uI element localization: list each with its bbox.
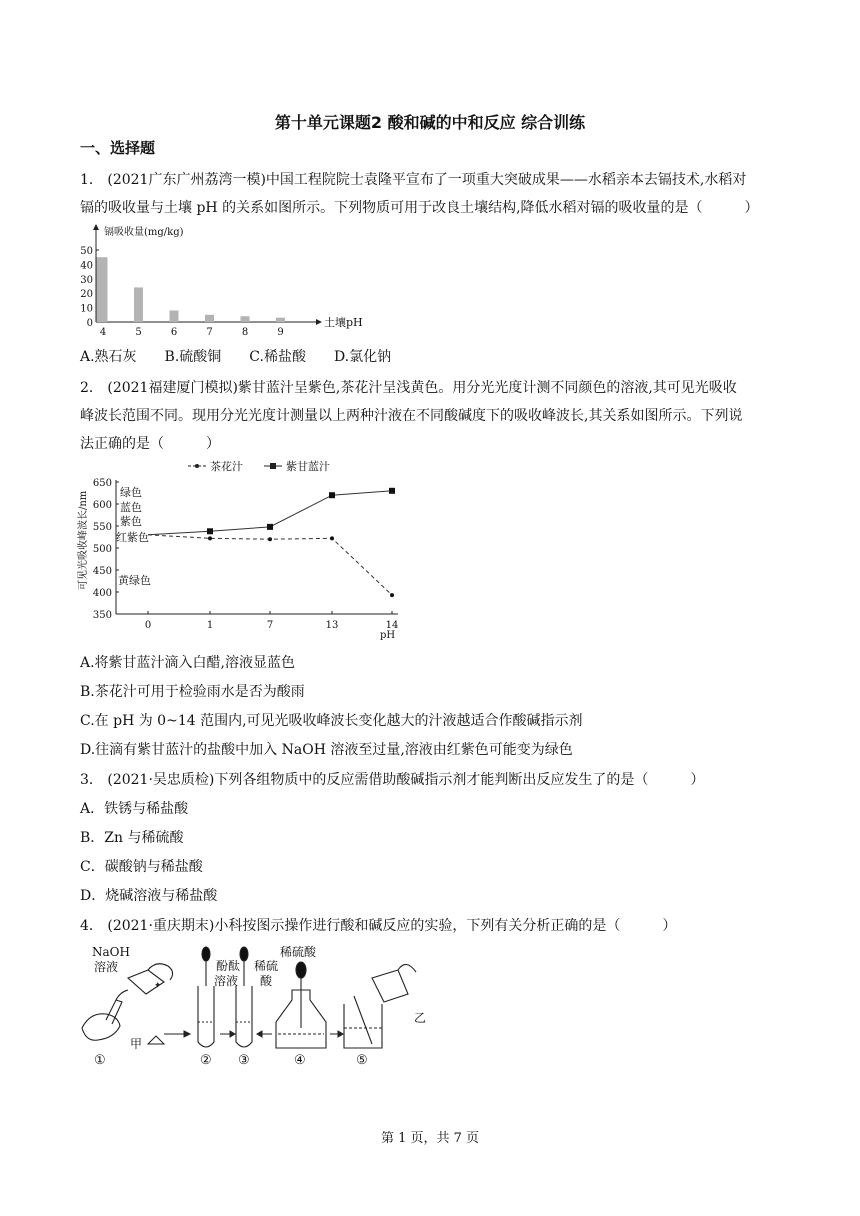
label-yi: 乙: [414, 1011, 427, 1025]
bar: [97, 257, 108, 322]
point-tea-flower: [208, 536, 212, 540]
legend-label-1: 茶花汁: [210, 460, 243, 473]
y-tick-label: 600: [92, 500, 112, 511]
experiment-diagram: [76, 942, 436, 1072]
point-tea-flower: [390, 593, 394, 597]
wavelength-line-chart: [76, 458, 416, 644]
section-heading: 一、选择题: [80, 139, 156, 157]
legend-marker-2: [270, 463, 276, 469]
label-jia: 甲: [130, 1037, 143, 1051]
x-tick-label: 6: [170, 327, 178, 338]
y-axis-label: 可见光吸收峰波长/nm: [78, 490, 89, 590]
y-tick-label: 550: [92, 522, 112, 533]
q2-line2: 峰波长范围不同。现用分光光度计测量以上两种汁液在不同酸碱度下的吸收峰波长,其关系如图所示。下列说: [80, 408, 743, 424]
y-tick-label: 30: [80, 274, 93, 286]
y-tick-label: 350: [92, 610, 112, 621]
bar: [170, 310, 179, 322]
x-axis-arrow: [316, 319, 322, 325]
q2-option-c: C.在 pH 为 0~14 范围内,可见光吸收峰波长变化越大的汁液越适合作酸碱指示剂: [80, 713, 583, 729]
q3-option-b: B．Zn 与稀硫酸: [80, 830, 184, 846]
color-band-label: 蓝色: [120, 501, 142, 514]
y-axis-arrow: [93, 224, 99, 230]
x-tick-label: 5: [135, 327, 142, 338]
beaker-icon: [344, 1004, 382, 1048]
bar: [205, 315, 214, 322]
x-axis-label: 土壤pH: [324, 316, 363, 329]
step-3-label: ③: [238, 1053, 250, 1068]
legend-label-2: 紫甘蓝汁: [286, 460, 330, 473]
y-tick-label: 650: [92, 478, 112, 489]
point-cabbage: [389, 488, 395, 494]
x-tick-label: 7: [206, 327, 213, 338]
y-tick-label: 400: [92, 588, 112, 599]
y-tick-label: 0: [86, 318, 93, 329]
q2-line3: 法正确的是（ ）: [80, 436, 220, 452]
q1-line2: 镉的吸收量与土壤 pH 的关系如图所示。下列物质可用于改良土壤结构,降低水稻对镉的吸收量的是（ ）: [80, 200, 759, 216]
q1-line1: 1． (2021广东广州荔湾一模)中国工程院院士袁隆平宣布了一项重大突破成果——水稻亲本去镉技术,水稻对: [80, 172, 747, 188]
page-title: 第十单元课题2 酸和碱的中和反应 综合训练: [274, 113, 586, 132]
label-naoh: NaOH: [92, 945, 130, 959]
y-tick-label: 40: [80, 260, 93, 272]
x-tick-label: 9: [277, 327, 284, 338]
color-band-label: 绿色: [120, 486, 142, 499]
step-1-label: ①: [94, 1053, 106, 1068]
pouring-beaker-icon: [372, 970, 408, 1002]
svg-text:✦: ✦: [154, 981, 162, 991]
y-tick-label: 500: [92, 544, 112, 555]
q3-option-d: D．烧碱溶液与稀盐酸: [80, 888, 218, 904]
step-5-label: ⑤: [356, 1053, 368, 1068]
test-tube-icon: [198, 986, 214, 1047]
label-solution: 溶液: [94, 960, 119, 974]
y-tick-label: 50: [80, 246, 93, 257]
label-phenol-2: 溶液: [214, 974, 239, 988]
q2-option-b: B.茶花汁可用于检验雨水是否为酸雨: [80, 684, 305, 700]
q3-option-a: A．铁锈与稀盐酸: [80, 801, 189, 817]
dropper-bulb-icon: [240, 947, 248, 961]
test-tube-icon: [236, 986, 252, 1047]
q2-line1: 2． (2021福建厦门模拟)紫甘蓝汁呈紫色,茶花汁呈浅黄色。用分光光度计测不同颜色的溶液,其可见光吸收: [80, 380, 737, 396]
color-band-label: 红紫色: [116, 531, 149, 544]
y-tick-label: 10: [80, 303, 93, 315]
page-footer: 第 1 页，共 7 页: [380, 1131, 480, 1146]
cadmium-bar-chart: [76, 222, 376, 338]
x-tick-label: 14: [385, 620, 399, 631]
label-phenol-1: 酚酞: [216, 959, 241, 973]
x-tick-label: 4: [99, 327, 107, 338]
dropper-bulb-icon: [202, 947, 210, 961]
point-cabbage: [267, 524, 273, 530]
bar: [276, 318, 285, 322]
dropper-bulb-icon: [296, 962, 306, 978]
y-tick-label: 20: [80, 289, 93, 301]
q2-option-a: A.将紫甘蓝汁滴入白醋,溶液显蓝色: [80, 655, 296, 671]
step-4-label: ④: [294, 1053, 306, 1068]
y-tick-label: 450: [92, 566, 112, 577]
x-tick-label: 8: [241, 327, 249, 338]
label-acid-1: 稀硫: [254, 959, 279, 973]
label-acid-top: 稀硫酸: [280, 945, 317, 959]
series-line-tea-flower: [148, 535, 392, 595]
color-band-label: 紫色: [120, 515, 142, 528]
y-axis-label: 镉吸收量(mg/kg): [104, 227, 184, 238]
q2-option-d: D.往滴有紫甘蓝汁的盐酸中加入 NaOH 溶液至过量,溶液由红紫色可能变为绿色: [80, 742, 573, 758]
color-band-label: 黄绿色: [118, 574, 151, 587]
q3-line1: 3． (2021·吴忠质检)下列各组物质中的反应需借助酸碱指示剂才能判断出反应发生了的是（ ）: [80, 772, 705, 788]
x-tick-label: 1: [206, 620, 214, 631]
x-tick-label: 7: [266, 620, 274, 631]
bottle-cap-icon: [148, 1036, 164, 1044]
q3-option-c: C．碳酸钠与稀盐酸: [80, 859, 203, 875]
bar: [134, 287, 143, 322]
x-axis-label: pH: [380, 630, 396, 641]
label-acid-2: 酸: [260, 974, 273, 988]
point-cabbage: [207, 528, 213, 534]
point-tea-flower: [268, 537, 272, 541]
q4-line1: 4． (2021·重庆期末)小科按图示操作进行酸和碱反应的实验，下列有关分析正确的是（ ）: [80, 918, 677, 934]
point-tea-flower: [330, 536, 334, 540]
x-tick-label: 0: [144, 620, 152, 631]
x-tick-label: 13: [325, 620, 339, 631]
step-2-label: ②: [200, 1053, 212, 1068]
bar: [241, 316, 250, 322]
point-cabbage: [329, 492, 335, 498]
legend-marker-1: [195, 464, 199, 468]
q1-options: A.熟石灰 B.硫酸铜 C.稀盐酸 D.氯化钠: [80, 349, 392, 365]
